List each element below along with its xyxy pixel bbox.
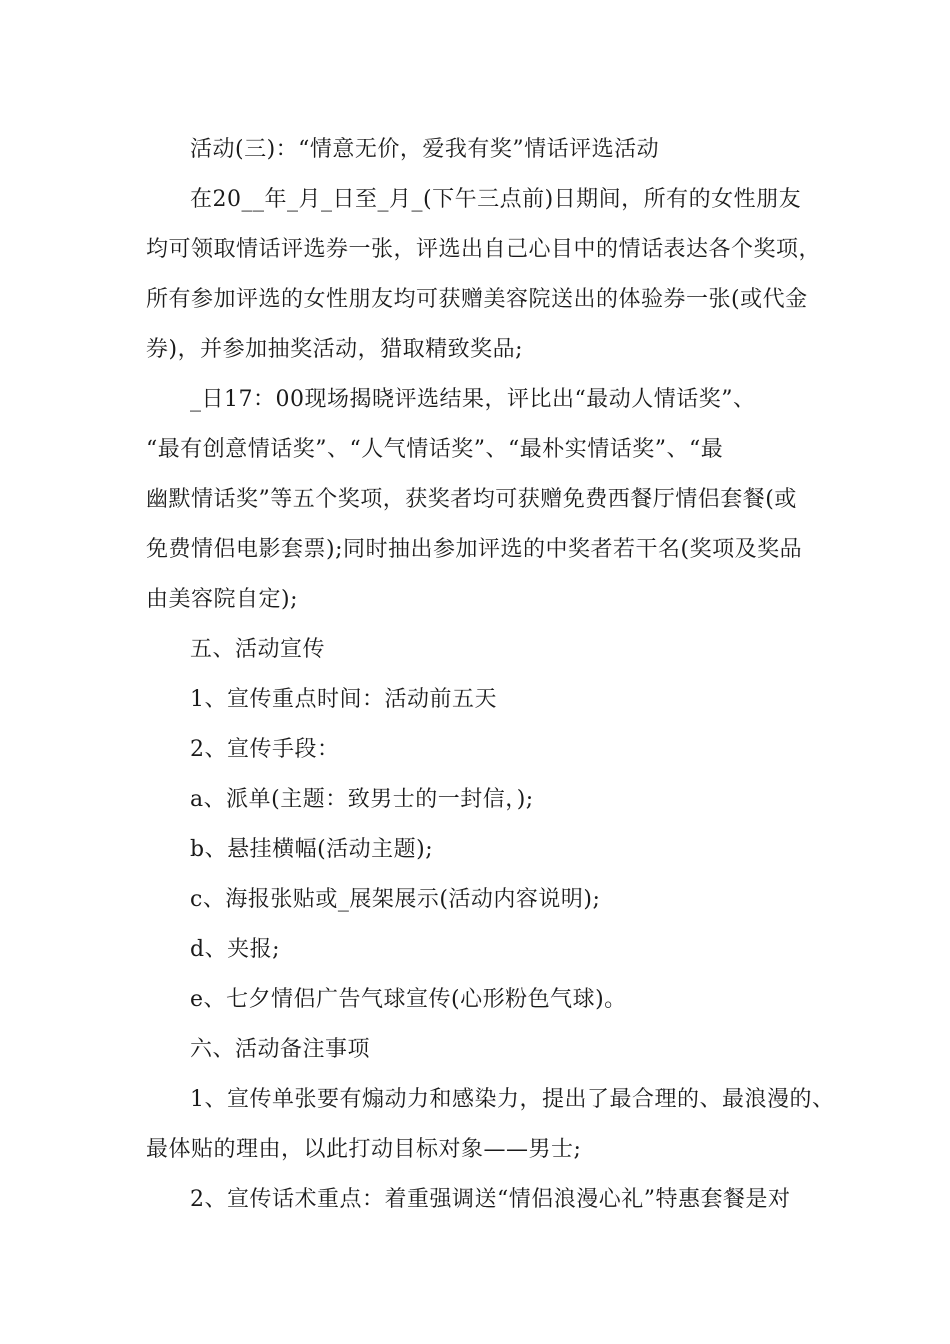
paragraph-line: 券)，并参加抽奖活动，猎取精致奖品; <box>146 337 523 362</box>
list-item: a、派单(主题：致男士的一封信，); <box>190 787 534 812</box>
section-six-heading: 六、活动备注事项 <box>190 1037 371 1062</box>
paragraph-line: 由美容院自定); <box>146 587 298 612</box>
list-item: 1、宣传单张要有煽动力和感染力，提出了最合理的、最浪漫的、 <box>190 1087 835 1112</box>
list-item: 2、宣传手段： <box>190 737 340 762</box>
paragraph-line: 免费情侣电影套票);同时抽出参加评选的中奖者若干名(奖项及奖品 <box>146 537 803 562</box>
paragraph-line: 所有参加评选的女性朋友均可获赠美容院送出的体验券一张(或代金 <box>146 287 808 312</box>
list-item: d、夹报; <box>190 937 280 962</box>
paragraph-line: _日17：00现场揭晓评选结果，评比出“最动人情话奖”、 <box>190 387 756 412</box>
list-item: e、七夕情侣广告气球宣传(心形粉色气球)。 <box>190 987 627 1012</box>
activity-three-heading: 活动(三)：“情意无价，爱我有奖”情话评选活动 <box>190 137 660 162</box>
paragraph-line: 在20__年_月_日至_月_(下午三点前)日期间，所有的女性朋友 <box>190 187 802 212</box>
section-five-heading: 五、活动宣传 <box>190 637 326 662</box>
list-item: b、悬挂横幅(活动主题); <box>190 837 434 862</box>
list-item: c、海报张贴或_展架展示(活动内容说明); <box>190 887 601 912</box>
list-item: 1、宣传重点时间：活动前五天 <box>190 687 497 712</box>
paragraph-line: “最有创意情话奖”、“人气情话奖”、“最朴实情话奖”、“最 <box>146 437 724 462</box>
list-item: 2、宣传话术重点：着重强调送“情侣浪漫心礼”特惠套餐是对 <box>190 1187 791 1212</box>
paragraph-line: 均可领取情话评选券一张，评选出自己心目中的情话表达各个奖项， <box>146 237 822 262</box>
paragraph-line: 最体贴的理由，以此打动目标对象——男士; <box>146 1137 582 1162</box>
paragraph-line: 幽默情话奖”等五个奖项，获奖者均可获赠免费西餐厅情侣套餐(或 <box>146 487 797 512</box>
